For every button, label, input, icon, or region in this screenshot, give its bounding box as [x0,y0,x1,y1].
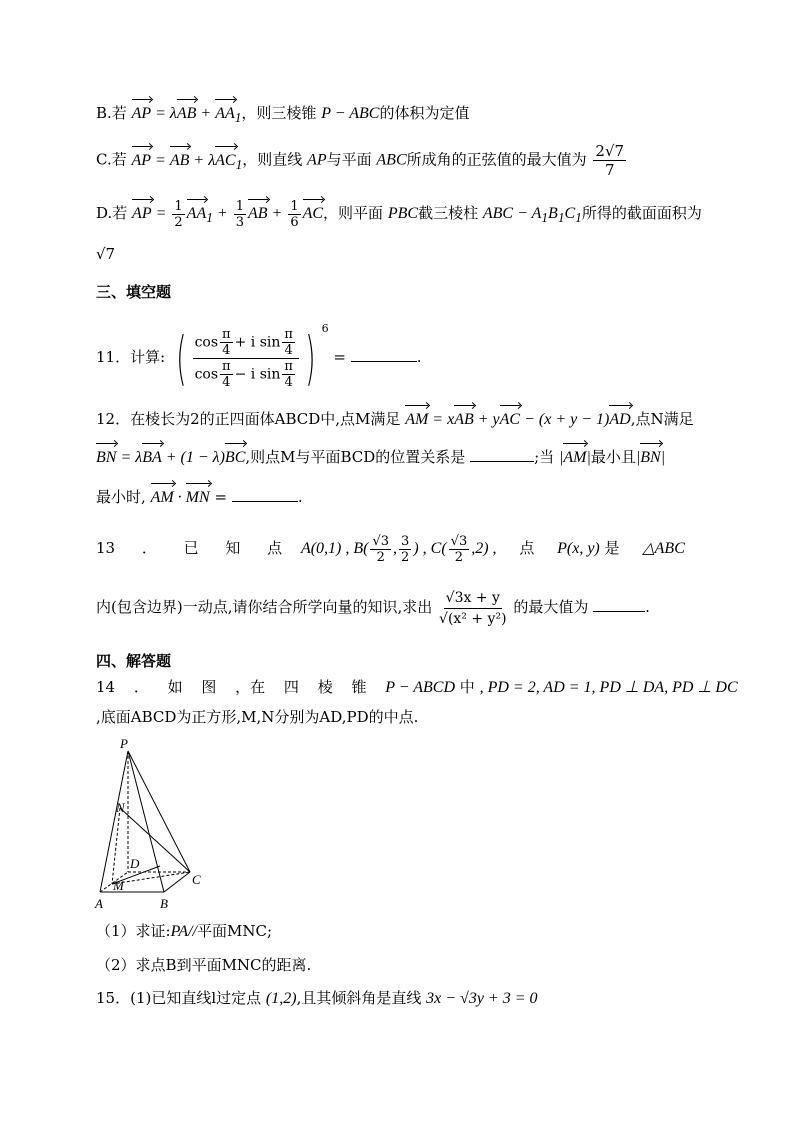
label-c: C [192,872,201,887]
section-fill-in-title: 三、填空题 [96,283,172,301]
question-14-part-1: （1）求证:PA//平面MNC; [96,922,272,940]
label-b: B [160,896,168,911]
question-13-line-1: 13 ． 已 知 点 A(0,1) , B( $\frac{√3}{2}$ , $\frac{3}{2}$ ) , C( $\frac{√3}{2}$ ,2) , 点 P(x, y) 是 △ABC [96,533,685,565]
question-12-line-2: BN = λBA + (1 − λ)BC,则点M与平面BCD的位置关系是 ;当 |AM|最小且|BN| [96,441,665,469]
label-p: P [120,736,128,751]
label-n: N [116,800,125,815]
question-14-part-2: （2）求点B到平面MNC的距离. [96,956,312,974]
option-c: C.若 AP = AB + λAC$_1$，则直线 AP与平面 ABC所成角的正弦值的最大值为 $\frac{2√7}{7}$ [96,142,625,179]
label-d: D [130,856,140,871]
question-12-line-3: 最小时, AM · MN = . [96,481,303,509]
question-13-line-2: 内(包含边界)一动点,请你结合所学向量的知识,求出 $\frac{√3x + y}{\text{√(x² + y²)}}$ 的最大值为 . [96,589,650,627]
option-d-answer: √7 [96,245,116,263]
question-14-line-1: 14 ． 如 图 ，在 四 棱 锥 P − ABCD 中 , PD = 2, AD = 1, PD ⊥ DA, PD ⊥ DC [96,678,738,696]
question-11: 11．计算: ( cos $\frac{\pi}{4}$ + i sin $\frac{\pi}{4}$ cos $\frac{\pi}{4}$ − i sin $\frac{\pi}{4}$ ) $^6$ = . [96,322,422,392]
pyramid-figure [90,736,210,912]
label-m: M [113,878,124,893]
option-b: B.若 AP = $\lambda AB + AA_1$，则三棱锥 P − ABC的体积为定值 [96,97,469,129]
question-15: 15．(1)已知直线l过定点 (1,2),且其倾斜角是直线 3x − √3y + 3 = 0 [96,989,538,1007]
question-12-line-1: 12．在棱长为2的正四面体ABCD中,点M满足 AM = xAB + yAC − (x + y − 1)AD,点N满足 [96,403,694,431]
question-14-line-2: ,底面ABCD为正方形,M,N分别为AD,PD的中点. [96,708,419,726]
option-d: D.若 AP = $\frac{1}{2}$ $AA_1$ + $\frac{1}{3}$ AB + $\frac{1}{6}$ AC，则平面 PBC截三棱柱 ABC − $A_1B_1C_1$所得的截面面积为 [96,198,702,230]
section-answer-title: 四、解答题 [96,652,172,670]
label-a: A [95,896,103,911]
